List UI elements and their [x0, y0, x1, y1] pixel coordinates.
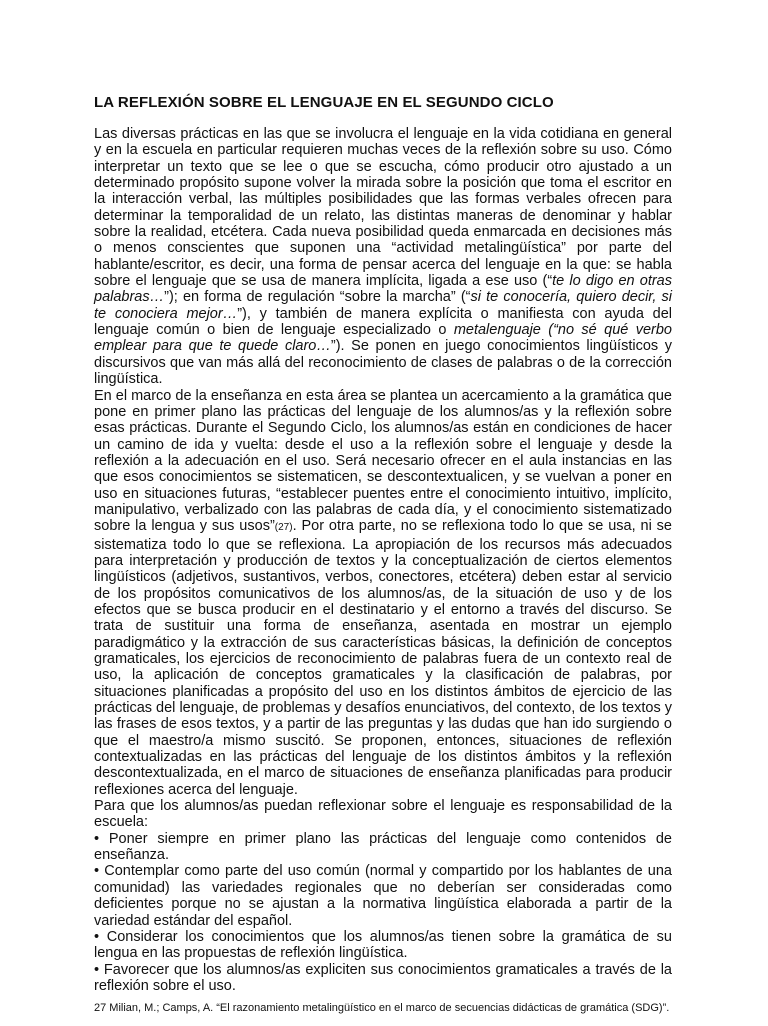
paragraph-1-italic-3: metalenguaje (“no sé qué verbo emplear para que te quede claro…: [94, 322, 672, 355]
paragraph-1-part-2: ”); en forma de regulación “sobre la marcha” (“: [164, 289, 471, 306]
bullet-item-3: • Considerar los conocimientos que los alumnos/as tienen sobre la gramática de su lengua en las propuestas de reflexión lingüística.: [94, 928, 672, 962]
paragraph-1: [94, 126, 672, 388]
paragraph-1-part-1: Las diversas prácticas en las que se involucra el lenguaje en la vida cotidiana en general y en la escuela en particular requieren muchas veces de la reflexión sobre su uso. Cómo interpretar un texto que se lee o que se escucha, cómo producir otro ajustado a un determinado propósito supone volver la mirada sobre la posición que toma el escritor en la interacción verbal, las múltiples posibilidades que las formas verbales ofrecen para determinar la temporalidad de un relato, las distintas maneras de denominar y hablar sobre la realidad, etcétera. Cada nueva posibilidad queda enmarcada en decisiones más o menos conscientes que suponen una “actividad metalingüística” por parte del hablante/escritor, es decir, una forma de pensar acerca del lenguaje en la que: se habla sobre el lenguaje que se usa de manera implícita, ligada a ese uso (“: [94, 126, 672, 290]
paragraph-2: [94, 388, 672, 799]
paragraph-1-part-4: ”). Se ponen en juego conocimientos lingüísticos y discursivos que van más allá del reconocimiento de clases de palabras o de la corrección lingüística.: [94, 338, 672, 388]
bullet-item-2: • Contemplar como parte del uso común (normal y compartido por los hablantes de una comunidad) las variedades regionales que no deberían ser consideradas como deficientes porque no se ajustan a la normativa lingüística elaborada a partir de la variedad estándar del español.: [94, 863, 672, 929]
bullet-item-1: • Poner siempre en primer plano las prácticas del lenguaje como contenidos de enseñanza.: [94, 830, 672, 864]
paragraph-1-part-3: ”), y también de manera explícita o manifiesta con ayuda del lenguaje común o bien de lenguaje especializado o: [94, 305, 672, 339]
bullet-item-4: • Favorecer que los alumnos/as expliciten sus conocimientos gramaticales a través de la reflexión sobre el uso.: [94, 961, 672, 994]
paragraph-2-part-1: En el marco de la enseñanza en esta área se plantea un acercamiento a la gramática que pone en primer plano las prácticas del lenguaje de los alumnos/as y la reflexión sobre esas prácticas. Durante el Segundo Ciclo, los alumnos/as están en condiciones de hacer un camino de ida y vuelta: desde el uso a la reflexión sobre el lenguaje y desde la reflexión a la adecuación en el uso. Será necesario ofrecer en el aula instancias en las que esos conocimientos se sistematicen, se descontextualicen, y se vuelvan a poner en uso en situaciones futuras, “establecer puentes entre el conocimiento intuitivo, implícito, manipulativo, verbalizado con las palabras de cada día, y el conocimiento sistematizado sobre la lengua y sus usos”: [94, 387, 672, 535]
footnote: 27 Milian, M.; Camps, A. “El razonamiento metalingüístico en el marco de secuencias didácticas de gramática (SDG)”.: [94, 1002, 670, 1015]
footnote-reference: (27): [274, 522, 293, 534]
body-text: [94, 126, 672, 994]
paragraph-2-part-2: . Por otra parte, no se reflexiona todo lo que se usa, ni se sistematiza todo lo que se reflexiona. La apropiación de los recursos más adecuados para interpretación y producción de textos y la conceptualización de ciertos elementos lingüísticos (adjetivos, sustantivos, verbos, conectores, etcétera) deben estar al servicio de los propósitos comunicativos de los alumnos/as, de la situación de uso y de los efectos que se busca producir en el destinatario y el entorno a través del discurso. Se trata de sustituir una forma de enseñanza, asentada en mostrar un ejemplo paradigmático y la extracción de sus características básicas, la definición de conceptos gramaticales, los ejercicios de reconocimiento de palabras fuera de un contexto real de uso, la aplicación de conceptos gramaticales y la clasificación de palabras, por situaciones planificadas a propósito del uso en los distintos ámbitos de ejercicio de las prácticas del lenguaje, de problemas y desafíos enunciativos, del contexto, de los textos y las frases de esos textos, y a partir de las preguntas y las dudas que han ido surgiendo o que el maestro/a mismo suscitó. Se proponen, entonces, situaciones de reflexión contextualizadas en las prácticas del lenguaje de los distintos ámbitos y la reflexión descontextualizada, en el marco de situaciones de enseñanza planificadas para producir reflexiones acerca del lenguaje.: [94, 518, 672, 798]
document-page: [94, 94, 672, 1026]
section-title: LA REFLEXIÓN SOBRE EL LENGUAJE EN EL SEGUNDO CICLO: [94, 94, 554, 111]
paragraph-1-italic-2: si te conocería, quiero decir, si te conociera mejor…: [94, 289, 672, 322]
paragraph-1-italic-1: te lo digo en otras palabras…: [94, 273, 672, 306]
paragraph-3: Para que los alumnos/as puedan reflexionar sobre el lenguaje es responsabilidad de la escuela:: [94, 798, 672, 831]
